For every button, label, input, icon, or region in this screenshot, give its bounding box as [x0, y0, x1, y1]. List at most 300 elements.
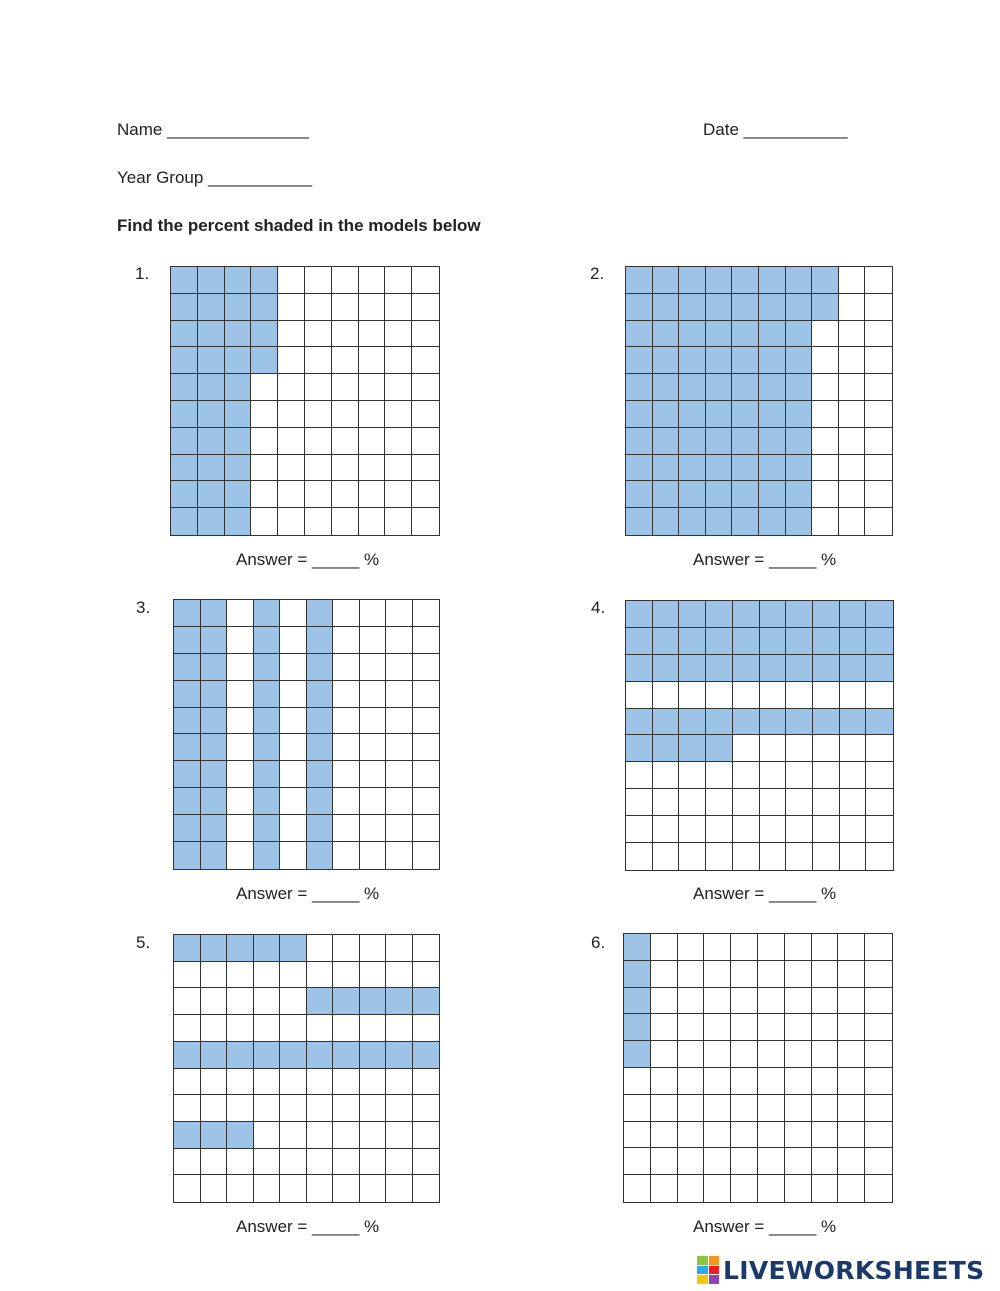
grid-cell [201, 988, 228, 1015]
grid-cell [412, 428, 439, 455]
grid-cell [758, 1175, 785, 1202]
grid-cell [731, 1148, 758, 1175]
grid-cell-shaded [254, 842, 281, 869]
grid-cell-shaded [679, 481, 706, 508]
grid-cell [865, 455, 892, 482]
grid-cell [305, 481, 332, 508]
grid-cell [227, 1175, 254, 1202]
grid-cell [758, 988, 785, 1015]
logo-text: LIVEWORKSHEETS [723, 1255, 985, 1285]
grid-cell-shaded [360, 988, 387, 1015]
grid-cell [201, 1095, 228, 1122]
grid-cell [307, 1175, 334, 1202]
grid-cell-shaded [706, 628, 733, 655]
grid-cell [678, 961, 705, 988]
grid-cell-shaded [733, 601, 760, 628]
grid-cell [626, 762, 653, 789]
grid-cell [624, 1148, 651, 1175]
grid-cell-shaded [626, 481, 653, 508]
grid-cell [731, 1175, 758, 1202]
grid-cell [386, 734, 413, 761]
grid-cell [865, 508, 892, 535]
grid-cell [360, 788, 387, 815]
grid-cell-shaded [227, 1042, 254, 1069]
grid-cell-shaded [307, 681, 334, 708]
grid-cell [412, 267, 439, 294]
grid-cell-shaded [225, 455, 252, 482]
grid-cell-shaded [624, 1041, 651, 1068]
grid-cell [174, 988, 201, 1015]
grid-cell-shaded [626, 321, 653, 348]
grid-cell [704, 1041, 731, 1068]
grid-cell [413, 681, 440, 708]
grid-cell [812, 347, 839, 374]
grid-cell-shaded [225, 374, 252, 401]
grid-cell [812, 1122, 839, 1149]
grid-cell [280, 1095, 307, 1122]
model-6-answer: Answer = _____ % [693, 1217, 837, 1236]
model-5-answer: Answer = _____ % [236, 1217, 380, 1236]
grid-cell [813, 843, 840, 870]
grid-cell [360, 708, 387, 735]
grid-cell-shaded [732, 508, 759, 535]
grid-cell-shaded [759, 401, 786, 428]
grid-cell-shaded [653, 481, 680, 508]
grid-cell [679, 843, 706, 870]
grid-cell [333, 627, 360, 654]
grid-cell [758, 934, 785, 961]
grid-cell-shaded [759, 455, 786, 482]
grid-cell-shaded [679, 655, 706, 682]
grid-cell [731, 1014, 758, 1041]
grid-cell [307, 1149, 334, 1176]
grid-cell [812, 508, 839, 535]
grid-cell [386, 1095, 413, 1122]
grid-cell-shaded [201, 734, 228, 761]
grid-cell [251, 481, 278, 508]
grid-cell [307, 1015, 334, 1042]
grid-cell [359, 481, 386, 508]
grid-cell [332, 347, 359, 374]
grid-cell [280, 708, 307, 735]
grid-cell [838, 1014, 865, 1041]
grid-cell [679, 816, 706, 843]
model-2-grid [625, 266, 893, 536]
grid-cell [758, 961, 785, 988]
grid-cell [413, 1095, 440, 1122]
grid-cell-shaded [198, 508, 225, 535]
grid-cell [254, 1069, 281, 1096]
grid-cell [785, 934, 812, 961]
grid-cell [865, 481, 892, 508]
grid-cell-shaded [201, 761, 228, 788]
grid-cell [385, 321, 412, 348]
grid-cell [413, 761, 440, 788]
grid-cell [332, 321, 359, 348]
grid-cell-shaded [227, 935, 254, 962]
grid-cell-shaded [653, 321, 680, 348]
grid-cell-shaded [254, 600, 281, 627]
grid-cell-shaded [813, 655, 840, 682]
grid-cell-shaded [786, 455, 813, 482]
grid-cell [333, 1015, 360, 1042]
grid-cell [305, 321, 332, 348]
grid-cell [227, 761, 254, 788]
grid-cell-shaded [679, 455, 706, 482]
grid-cell-shaded [307, 815, 334, 842]
grid-cell [624, 1175, 651, 1202]
grid-cell-shaded [386, 1042, 413, 1069]
grid-cell-shaded [759, 428, 786, 455]
grid-cell-shaded [653, 347, 680, 374]
grid-cell-shaded [307, 600, 334, 627]
grid-cell [704, 1148, 731, 1175]
grid-cell [624, 1122, 651, 1149]
grid-cell-shaded [626, 347, 653, 374]
grid-cell [786, 843, 813, 870]
grid-cell-shaded [812, 267, 839, 294]
grid-cell [333, 962, 360, 989]
grid-cell-shaded [225, 481, 252, 508]
grid-cell [785, 988, 812, 1015]
grid-cell [786, 682, 813, 709]
grid-cell [706, 762, 733, 789]
model-3-number: 3. [136, 598, 151, 617]
grid-cell [812, 1014, 839, 1041]
grid-cell-shaded [679, 428, 706, 455]
grid-cell [332, 401, 359, 428]
grid-cell [201, 1175, 228, 1202]
grid-cell [786, 816, 813, 843]
grid-cell [227, 654, 254, 681]
grid-cell [706, 789, 733, 816]
grid-cell [413, 842, 440, 869]
grid-cell [360, 1015, 387, 1042]
grid-cell-shaded [198, 267, 225, 294]
grid-cell [865, 294, 892, 321]
grid-cell [758, 1014, 785, 1041]
grid-cell-shaded [679, 508, 706, 535]
grid-cell-shaded [840, 628, 867, 655]
grid-cell [412, 508, 439, 535]
grid-cell [333, 1095, 360, 1122]
grid-cell-shaded [307, 842, 334, 869]
grid-cell-shaded [732, 481, 759, 508]
grid-cell [839, 481, 866, 508]
grid-cell-shaded [706, 374, 733, 401]
grid-cell [386, 962, 413, 989]
grid-cell-shaded [706, 428, 733, 455]
grid-cell-shaded [251, 267, 278, 294]
grid-cell [812, 1068, 839, 1095]
instructions: Find the percent shaded in the models below [117, 216, 481, 235]
grid-cell-shaded [626, 735, 653, 762]
grid-cell [840, 789, 867, 816]
grid-cell [280, 1122, 307, 1149]
grid-cell-shaded [626, 428, 653, 455]
grid-cell [785, 1068, 812, 1095]
grid-cell [839, 294, 866, 321]
grid-cell [360, 761, 387, 788]
grid-cell-shaded [174, 1042, 201, 1069]
grid-cell [413, 962, 440, 989]
grid-cell [278, 347, 305, 374]
grid-cell [760, 843, 787, 870]
grid-cell [360, 935, 387, 962]
grid-cell [278, 267, 305, 294]
grid-cell [305, 267, 332, 294]
year-group-field-label: Year Group ___________ [117, 168, 313, 187]
grid-cell [865, 428, 892, 455]
grid-cell [251, 508, 278, 535]
grid-cell [227, 815, 254, 842]
model-3-answer: Answer = _____ % [236, 884, 380, 903]
grid-cell-shaded [171, 267, 198, 294]
grid-cell-shaded [653, 709, 680, 736]
grid-cell [838, 1148, 865, 1175]
grid-cell [838, 1095, 865, 1122]
grid-cell [758, 1068, 785, 1095]
grid-cell [838, 988, 865, 1015]
grid-cell [838, 1068, 865, 1095]
grid-cell [865, 374, 892, 401]
grid-cell [227, 1095, 254, 1122]
grid-cell [280, 734, 307, 761]
grid-cell [359, 267, 386, 294]
grid-cell-shaded [225, 347, 252, 374]
grid-cell [333, 681, 360, 708]
grid-cell-shaded [201, 788, 228, 815]
grid-cell-shaded [840, 601, 867, 628]
grid-cell [280, 815, 307, 842]
grid-cell [785, 1041, 812, 1068]
grid-cell [812, 934, 839, 961]
model-1-answer: Answer = _____ % [236, 550, 380, 569]
grid-cell-shaded [732, 347, 759, 374]
grid-cell [866, 682, 893, 709]
grid-cell [678, 1175, 705, 1202]
grid-cell [307, 935, 334, 962]
grid-cell-shaded [174, 842, 201, 869]
grid-cell [626, 816, 653, 843]
grid-cell [413, 600, 440, 627]
grid-cell [332, 294, 359, 321]
grid-cell-shaded [201, 842, 228, 869]
grid-cell [704, 1122, 731, 1149]
grid-cell [839, 267, 866, 294]
grid-cell-shaded [251, 294, 278, 321]
grid-cell [280, 1149, 307, 1176]
grid-cell [254, 1015, 281, 1042]
grid-cell [651, 988, 678, 1015]
grid-cell [278, 294, 305, 321]
grid-cell-shaded [171, 508, 198, 535]
grid-cell-shaded [174, 935, 201, 962]
grid-cell [678, 1068, 705, 1095]
name-field-label: Name _______________ [117, 120, 309, 139]
grid-cell [254, 1122, 281, 1149]
grid-cell-shaded [679, 709, 706, 736]
grid-cell [413, 734, 440, 761]
grid-cell [704, 934, 731, 961]
grid-cell-shaded [679, 294, 706, 321]
grid-cell [386, 654, 413, 681]
grid-cell-shaded [254, 708, 281, 735]
grid-cell [679, 789, 706, 816]
grid-cell-shaded [786, 508, 813, 535]
grid-cell [840, 843, 867, 870]
grid-cell-shaded [759, 267, 786, 294]
grid-cell [412, 347, 439, 374]
grid-cell-shaded [732, 321, 759, 348]
grid-cell [201, 1149, 228, 1176]
grid-cell-shaded [866, 709, 893, 736]
grid-cell [813, 682, 840, 709]
grid-cell [333, 1069, 360, 1096]
grid-cell [812, 1175, 839, 1202]
grid-cell [201, 1015, 228, 1042]
grid-cell [278, 401, 305, 428]
grid-cell-shaded [307, 627, 334, 654]
grid-cell-shaded [732, 374, 759, 401]
grid-cell [760, 735, 787, 762]
grid-cell [333, 708, 360, 735]
grid-cell [813, 789, 840, 816]
grid-cell-shaded [732, 428, 759, 455]
grid-cell [332, 508, 359, 535]
grid-cell [678, 1041, 705, 1068]
grid-cell-shaded [733, 655, 760, 682]
grid-cell-shaded [786, 601, 813, 628]
grid-cell [626, 843, 653, 870]
grid-cell [280, 1015, 307, 1042]
grid-cell-shaded [171, 428, 198, 455]
grid-cell [812, 481, 839, 508]
grid-cell [307, 1095, 334, 1122]
grid-cell-shaded [201, 654, 228, 681]
grid-cell-shaded [840, 709, 867, 736]
grid-cell [385, 401, 412, 428]
grid-cell [785, 1014, 812, 1041]
grid-cell-shaded [201, 935, 228, 962]
grid-cell [865, 1095, 892, 1122]
grid-cell-shaded [174, 761, 201, 788]
grid-cell-shaded [626, 709, 653, 736]
grid-cell-shaded [759, 347, 786, 374]
grid-cell-shaded [653, 428, 680, 455]
grid-cell [704, 988, 731, 1015]
grid-cell [812, 1095, 839, 1122]
grid-cell-shaded [786, 294, 813, 321]
grid-cell [679, 682, 706, 709]
grid-cell-shaded [732, 455, 759, 482]
grid-cell-shaded [174, 708, 201, 735]
grid-cell [651, 1014, 678, 1041]
grid-cell [359, 294, 386, 321]
grid-cell-shaded [679, 735, 706, 762]
grid-cell-shaded [254, 761, 281, 788]
grid-cell [360, 654, 387, 681]
grid-cell [865, 1122, 892, 1149]
grid-cell [360, 1149, 387, 1176]
grid-cell [360, 1095, 387, 1122]
grid-cell-shaded [812, 294, 839, 321]
grid-cell-shaded [254, 935, 281, 962]
grid-cell [333, 761, 360, 788]
grid-cell-shaded [333, 988, 360, 1015]
grid-cell-shaded [307, 654, 334, 681]
grid-cell-shaded [679, 601, 706, 628]
grid-cell-shaded [251, 321, 278, 348]
grid-cell [385, 455, 412, 482]
grid-cell [280, 988, 307, 1015]
grid-cell-shaded [201, 708, 228, 735]
grid-cell-shaded [653, 601, 680, 628]
grid-cell [386, 788, 413, 815]
grid-cell-shaded [679, 374, 706, 401]
grid-cell [624, 1095, 651, 1122]
grid-cell [386, 1015, 413, 1042]
grid-cell [678, 934, 705, 961]
grid-cell [359, 401, 386, 428]
grid-cell [866, 762, 893, 789]
grid-cell [865, 401, 892, 428]
grid-cell-shaded [760, 655, 787, 682]
grid-cell-shaded [198, 401, 225, 428]
grid-cell [812, 321, 839, 348]
grid-cell [624, 1068, 651, 1095]
grid-cell-shaded [198, 428, 225, 455]
model-6-number: 6. [591, 933, 606, 952]
grid-cell [305, 374, 332, 401]
grid-cell [731, 988, 758, 1015]
grid-cell [840, 682, 867, 709]
grid-cell [413, 708, 440, 735]
grid-cell [678, 1014, 705, 1041]
grid-cell [413, 1015, 440, 1042]
grid-cell-shaded [786, 374, 813, 401]
grid-cell-shaded [732, 267, 759, 294]
grid-cell [360, 815, 387, 842]
grid-cell [385, 267, 412, 294]
grid-cell [386, 1149, 413, 1176]
grid-cell-shaded [174, 734, 201, 761]
grid-cell [332, 428, 359, 455]
grid-cell [704, 961, 731, 988]
grid-cell [865, 1041, 892, 1068]
grid-cell-shaded [813, 709, 840, 736]
grid-cell [413, 1149, 440, 1176]
grid-cell [731, 1041, 758, 1068]
grid-cell-shaded [759, 508, 786, 535]
grid-cell [359, 374, 386, 401]
grid-cell [307, 1069, 334, 1096]
grid-cell [760, 816, 787, 843]
grid-cell-shaded [360, 1042, 387, 1069]
grid-cell-shaded [386, 988, 413, 1015]
grid-cell-shaded [626, 374, 653, 401]
grid-cell [278, 455, 305, 482]
grid-cell [731, 1068, 758, 1095]
model-1-number: 1. [135, 264, 150, 283]
grid-cell [413, 654, 440, 681]
grid-cell [840, 762, 867, 789]
grid-cell [174, 1175, 201, 1202]
grid-cell [704, 1068, 731, 1095]
grid-cell [731, 961, 758, 988]
grid-cell [733, 762, 760, 789]
grid-cell [254, 1149, 281, 1176]
